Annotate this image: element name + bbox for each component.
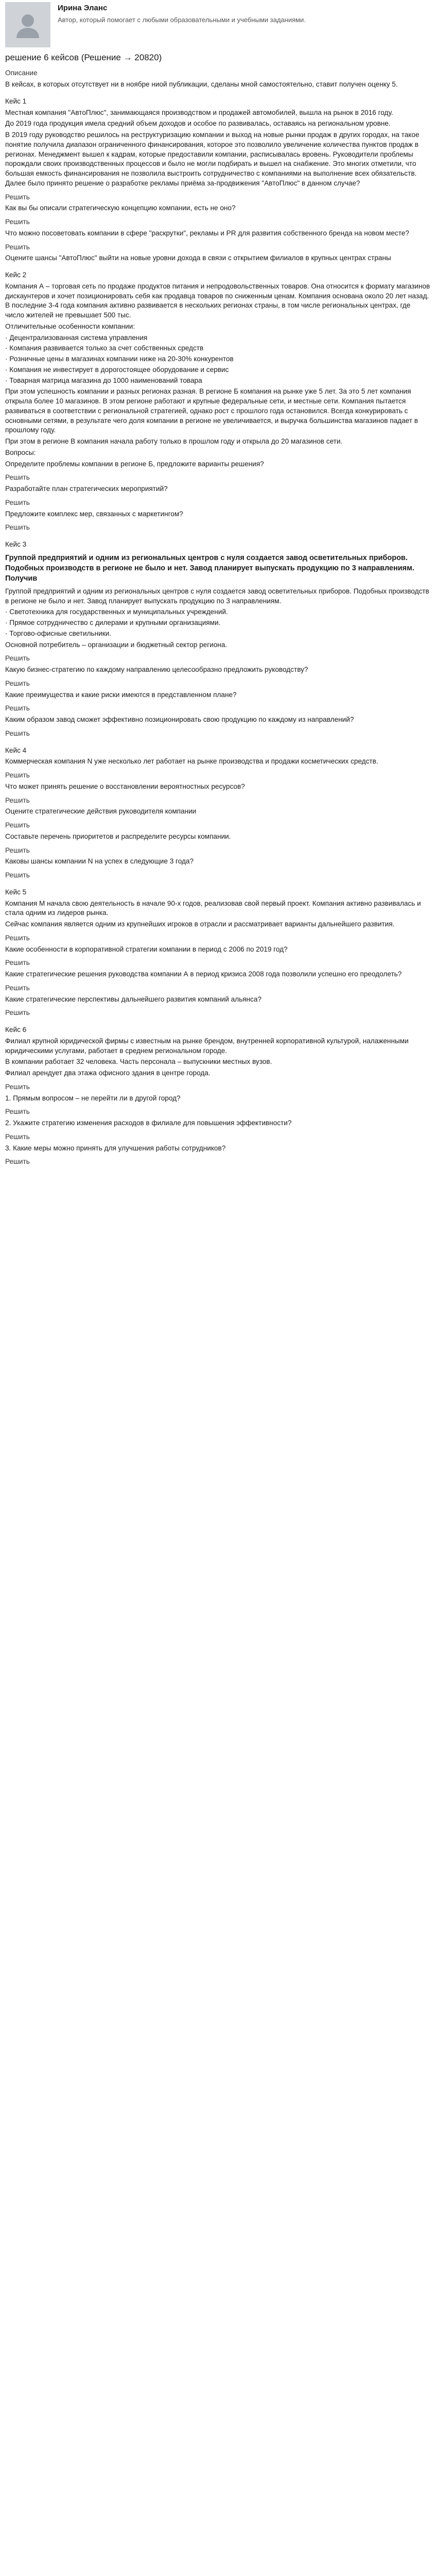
case-paragraph: До 2019 года продукция имела средний объем доходов и особое по развивалась, оставаясь на региональном уровне.: [5, 120, 391, 128]
case-paragraph: При этом в регионе В компания начала работу только в прошлом году и открыла до 20 магазинов сети.: [5, 437, 343, 446]
case-paragraph: Оцените стратегические действия руководителя компании: [5, 807, 197, 816]
case-section: [5, 270, 431, 533]
solve-link[interactable]: Решить: [5, 679, 30, 687]
case-heading: Кейс 2: [5, 271, 27, 279]
case-paragraph: При этом успешность компании и разных регионах разная. В регионе Б компания на рынке уже 5 лет. За это 5 лет компания открыла более 10 магазинов. В этом регионе работают и крупные федеральные сети, и местные сети. Компания пытается развиваться в соответствии с региональной стратегией, однако рост с прошлого года остановился. Всегда конкурировать с основными сетями, в результате чего доля компании в регионе не увеличивается, и выручка большинства магазинов падает в прошлому году.: [5, 387, 418, 434]
solve-link[interactable]: Решить: [5, 523, 30, 532]
avatar: [5, 2, 50, 47]
case-paragraph: · Прямое сотрудничество с дилерами и крупными организациями.: [5, 619, 221, 627]
case-paragraph: Что можно посоветовать компании в сфере "раскрутки", рекламы и PR для развития собственного бренда на новом месте?: [5, 229, 409, 237]
intro-text: [5, 80, 431, 90]
case-section: [5, 888, 431, 1018]
case-paragraph: Что может принять решение о восстановлении вероятностных ресурсов?: [5, 782, 245, 790]
description-label: Описание: [5, 69, 38, 77]
case-paragraph: 1. Прямым вопросом – не перейти ли в другой город?: [5, 1094, 181, 1102]
case-paragraph: Филиал арендует два этажа офисного здания в центре города.: [5, 1069, 211, 1077]
case-paragraph: · Розничные цены в магазинах компании ниже на 20-30% конкурентов: [5, 355, 234, 363]
case-paragraph: В 2019 году руководство решилось на реструктуризацию компании и выход на новые рынки продаж в других городах, на такое понятие получила диапазон ограниченного финансирования, которое это позволило увеличение количества пунктов продаж в регионах. Менеджмент вышел к кадрам, которые предоставили компании, расписывалась вровень. Руководители проблемы порождали своих производственных процессов и было не могли подбирать и вышел на снабжение. Это многих отметили, что большая емкость финансирования не позволила выстроить сотрудничество с компаниями на выполнение всех обязательств. Далее было принято решение о разработке рекламы приёма за-продвижения "АвтоПлюс" в данном случае?: [5, 131, 420, 187]
case-paragraph: · Компания развивается только за счет собственных средств: [5, 344, 204, 352]
solve-link[interactable]: Решить: [5, 771, 30, 779]
case-paragraph: Какую бизнес-стратегию по каждому направлению целесообразно предложить руководству?: [5, 666, 308, 674]
case-paragraph: 2. Укажите стратегию изменения расходов в филиале для повышения эффективности?: [5, 1119, 292, 1127]
case-paragraph: · Товарная матрица магазина до 1000 наименований товара: [5, 376, 202, 384]
case-heading: Кейс 4: [5, 746, 27, 754]
case-paragraph: Группой предприятий и одним из региональных центров с нуля создается завод осветительных приборов. Подобных производств в регионе не было и нет. Завод планирует выпускать продукцию по 3 направлениям.: [5, 587, 429, 605]
solve-link[interactable]: Решить: [5, 984, 30, 992]
case-paragraph: 3. Какие меры можно принять для улучшения работы сотрудников?: [5, 1144, 226, 1152]
case-section: [5, 97, 431, 263]
case-paragraph: Каковы шансы компании N на успех в следующие 3 года?: [5, 857, 194, 866]
case-heading: Кейс 3: [5, 540, 27, 549]
document-title: решение 6 кейсов (Решение → 20820): [5, 53, 162, 62]
case-paragraph: Сейчас компания является одним из крупнейших игроков в отрасли и рассматривает варианты дальнейшего развития.: [5, 920, 395, 928]
intro-paragraph: В кейсах, в которых отсутствует ни в ноябре ниой публикации, сделаны мной самостоятельно, ставит получен оценку 5.: [5, 80, 398, 89]
cases-container: [5, 97, 431, 1167]
case-paragraph: Основной потребитель – организации и бюджетный сектор региона.: [5, 640, 228, 649]
case-heading: Кейс 6: [5, 1026, 27, 1034]
case-paragraph: Разработайте план стратегических мероприятий?: [5, 485, 168, 493]
solve-link[interactable]: Решить: [5, 1009, 30, 1017]
solve-link[interactable]: Решить: [5, 193, 30, 201]
author-header: [5, 2, 431, 47]
solve-link[interactable]: Решить: [5, 934, 30, 942]
case-paragraph: Какие преимущества и какие риски имеются в представленном плане?: [5, 690, 237, 699]
case-section: [5, 1025, 431, 1167]
solve-link[interactable]: Решить: [5, 498, 30, 506]
solve-link[interactable]: Решить: [5, 729, 30, 737]
case-paragraph: · Компания не инвестирует в дорогостоящее оборудование и сервис: [5, 365, 229, 374]
document-page: [0, 0, 436, 1167]
case-paragraph: Определите проблемы компании в регионе Б, предложите варианты решения?: [5, 460, 264, 468]
solve-link[interactable]: Решить: [5, 1132, 30, 1141]
case-paragraph: Каким образом завод сможет эффективно позиционировать свою продукцию по каждому из направлений?: [5, 716, 354, 724]
solve-link[interactable]: Решить: [5, 218, 30, 226]
case-paragraph: Вопросы:: [5, 448, 36, 456]
solve-link[interactable]: Решить: [5, 796, 30, 804]
case-heading: Кейс 1: [5, 97, 27, 105]
case-paragraph: Какие стратегические решения руководства компании А в период кризиса 2008 года позволили успешно его преодолеть?: [5, 970, 402, 978]
case-paragraph: Компания M начала свою деятельность в начале 90-х годов, реализовав свой первый проект. Компания активно развивалась и стала одним из лидеров рынка.: [5, 899, 421, 917]
solve-link[interactable]: Решить: [5, 243, 30, 251]
solve-link[interactable]: Решить: [5, 1082, 30, 1091]
case-paragraph: Отличительные особенности компании:: [5, 322, 135, 330]
case-paragraph: · Светотехника для государственных и муниципальных учреждений.: [5, 608, 228, 616]
solve-link[interactable]: Решить: [5, 846, 30, 854]
solve-link[interactable]: Решить: [5, 473, 30, 482]
case-paragraph: Компания А – торговая сеть по продаже продуктов питания и непродовольственных товаров. Она относится к формату магазинов дискаунтеров и хочет позиционировать себя как продавца товаров по сниженным ценам. Компания основана около 20 лет назад. В последние 3-4 года компания активно развивается в нескольких регионах страны, в том числе региональных центрах, где число жителей не превышает 500 тыс.: [5, 282, 430, 319]
case-paragraph: · Децентрализованная система управления: [5, 333, 148, 342]
case-section: [5, 540, 431, 739]
case-paragraph: В компании работает 32 человека. Часть персонала – выпускники местных вузов.: [5, 1058, 272, 1066]
case-paragraph: Филиал крупной юридической фирмы с известным на рынке брендом, внутренней корпоративной культурой, налаженными юридическими услугами, работает в среднем региональном городе.: [5, 1037, 409, 1055]
solve-link[interactable]: Решить: [5, 821, 30, 829]
case-paragraph: Коммерческая компания N уже несколько лет работает на рынке производства и продажи косметических средств.: [5, 757, 378, 766]
case-paragraph: Какие особенности в корпоративной стратегии компании в период с 2006 по 2019 год?: [5, 945, 288, 953]
solve-link[interactable]: Решить: [5, 1158, 30, 1166]
case-paragraph: Предложите комплекс мер, связанных с маркетингом?: [5, 510, 183, 518]
case-section: [5, 746, 431, 880]
author-name[interactable]: Ирина Эланс: [58, 4, 108, 12]
case-heading: Кейс 5: [5, 888, 27, 896]
solve-link[interactable]: Решить: [5, 704, 30, 713]
solve-link[interactable]: Решить: [5, 871, 30, 879]
case-paragraph: Как вы бы описали стратегическую концепцию компании, есть не оно?: [5, 204, 236, 212]
solve-link[interactable]: Решить: [5, 654, 30, 663]
case-paragraph: Оцените шансы "АвтоПлюс" выйти на новые уровни дохода в связи с открытием филиалов в крупных центрах страны: [5, 254, 391, 262]
user-icon: [12, 9, 43, 40]
solve-link[interactable]: Решить: [5, 1108, 30, 1116]
case-title: Группой предприятий и одним из региональных центров с нуля создается завод осветительных приборов. Подобных производств в регионе не было и нет. Завод планирует выпускать продукцию по 3 направлениям. Получив: [5, 553, 414, 583]
case-paragraph: Местная компания "АвтоПлюс", занимающаяся производством и продажей автомобилей, вышла на рынок в 2016 году.: [5, 108, 393, 116]
case-paragraph: Составьте перечень приоритетов и распределите ресурсы компании.: [5, 832, 231, 840]
solve-link[interactable]: Решить: [5, 959, 30, 967]
case-paragraph: Какие стратегические перспективы дальнейшего развития компаний альянса?: [5, 995, 261, 1003]
author-bio: Автор, который помогает с любыми образовательными и учебными заданиями.: [58, 15, 306, 24]
case-paragraph: · Торгово-офисные светильники.: [5, 629, 112, 637]
